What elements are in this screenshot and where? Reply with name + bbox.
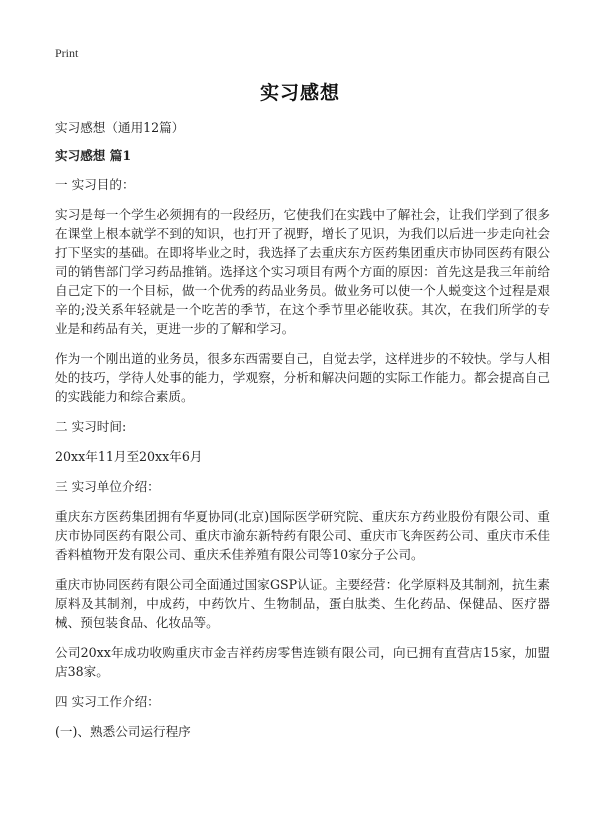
paragraph: 重庆东方医药集团拥有华夏协同(北京)国际医学研究院、重庆东方药业股份有限公司、重庆市协同医药有限公司、重庆市渝东新特药有限公司、重庆市飞奔医药公司、重庆市禾佳香料植物开发有限公司、重庆禾佳养殖有限公司等10家分子公司。 xyxy=(55,509,550,562)
paragraph: 三 实习单位介绍： xyxy=(55,479,160,494)
document-body xyxy=(55,118,550,752)
paragraph: 四 实习工作介绍： xyxy=(55,694,160,709)
paragraph: (一)、熟悉公司运行程序 xyxy=(55,724,191,739)
paragraph: 实习是每一个学生必须拥有的一段经历，它使我们在实践中了解社会，让我们学到了很多在课堂上根本就学不到的知识，也打开了视野，增长了见识，为我们以后进一步走向社会打下坚实的基础。在即将毕业之时，我选择了去重庆东方医药集团重庆市协同医药有限公司的销售部门学习药品推销。选择这个实习项目有两个方面的原因：首先这是我三年前给自己定下的一个目标，做一个优秀的药品业务员。做业务可以使一个人蜕变这个过程是艰辛的;没关系年轻就是一个吃苦的季节，在这个季节里必能收获。其次，在我们所学的专业是和药品有关，更进一步的了解和学习。 xyxy=(55,207,550,336)
document-subtitle: 实习感想（通用12篇） xyxy=(55,120,185,135)
print-label: Print xyxy=(55,46,79,60)
page-title: 实习感想 xyxy=(259,82,340,104)
paragraph: 公司20xx年成功收购重庆市金吉祥药房零售连锁有限公司，向已拥有直营店15家，加盟店38家。 xyxy=(55,645,550,679)
paragraph: 一 实习目的： xyxy=(55,177,135,192)
paragraph: 作为一个刚出道的业务员，很多东西需要自己，自觉去学，这样进步的不较快。学与人相处的技巧，学待人处事的能力，学观察，分析和解决问题的实际工作能力。都会提高自己的实践能力和综合素质。 xyxy=(55,351,550,404)
paragraph: 20xx年11月至20xx年6月 xyxy=(55,449,203,464)
section-heading: 实习感想 篇1 xyxy=(55,148,132,163)
paragraph: 二 实习时间: xyxy=(55,419,127,434)
paragraph: 重庆市协同医药有限公司全面通过国家GSP认证。主要经营：化学原料及其制剂，抗生素原料及其制剂，中成药，中药饮片、生物制品，蛋白肽类、生化药品、保健品、医疗器械、预包装食品、化妆品等。 xyxy=(55,577,550,630)
